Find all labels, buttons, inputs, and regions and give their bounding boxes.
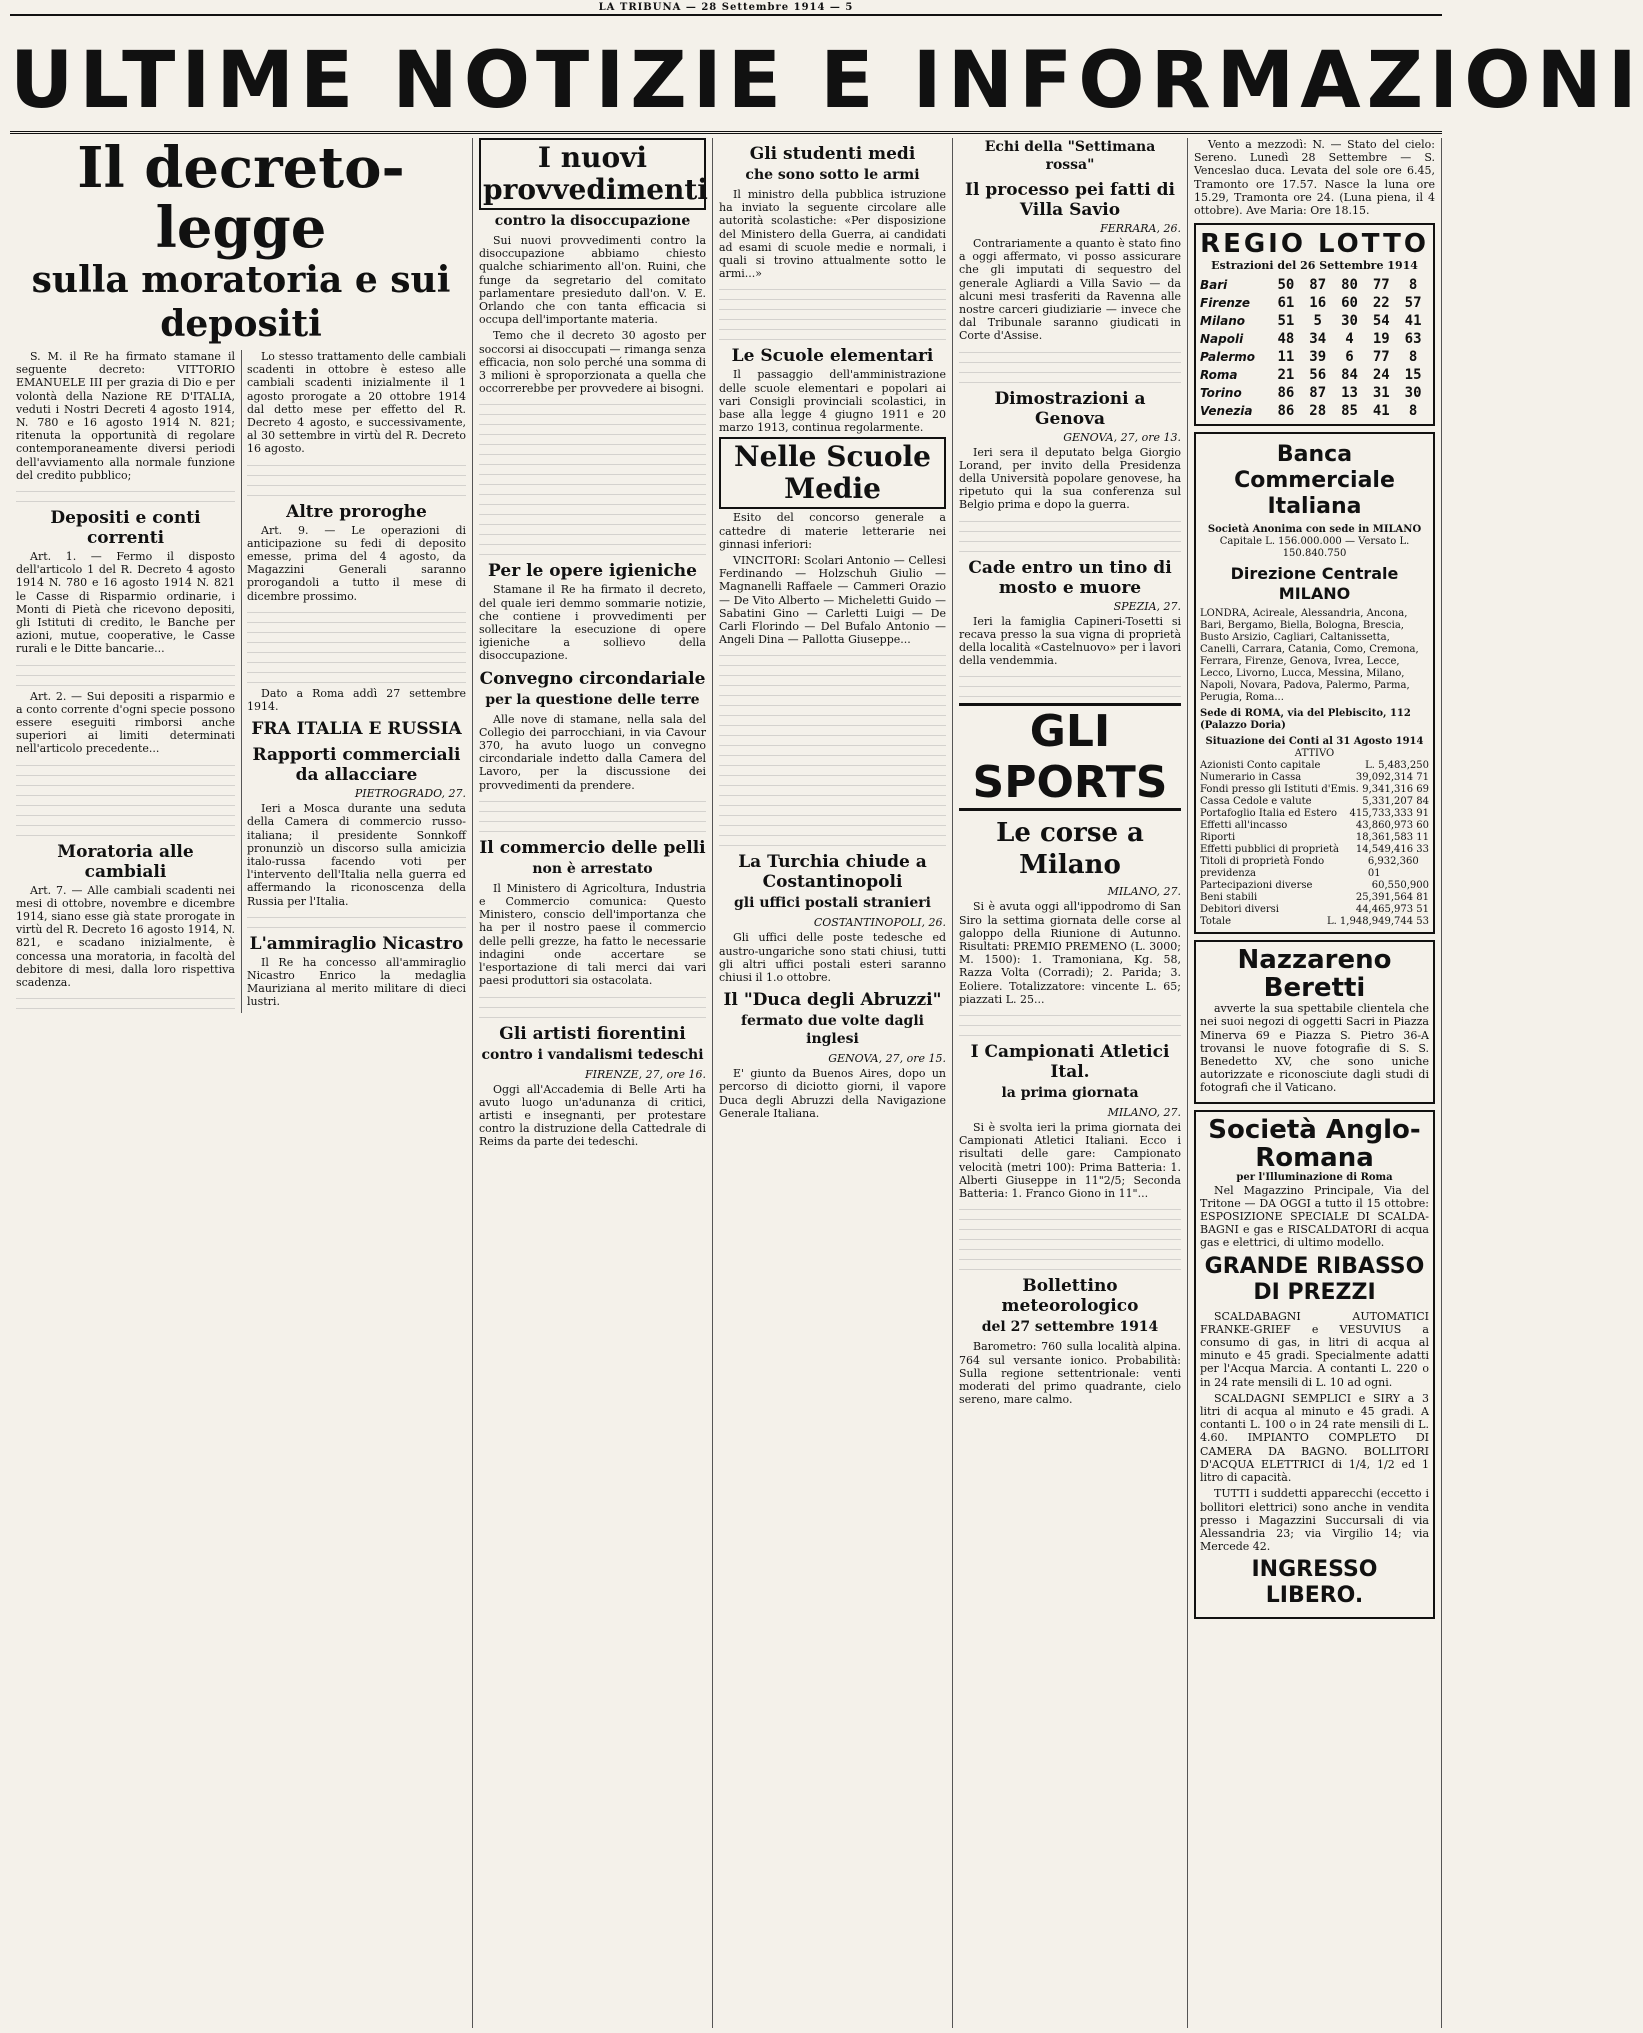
column-disoccupazione — [473, 138, 713, 2028]
bank-direction: Direzione Centrale MILANO — [1230, 564, 1399, 604]
lotto-number: 30 — [1341, 313, 1358, 330]
campionati-text: Si è svolta ieri la prima giornata dei Campionati Atletici Italiani. Ecco i risultati delle gare: Campionato velocità (metri 100): Prima Batteria: 1. Alberti Giuseppe in 11"2/5; Seconda Batteria: 1. Franco Giono in 11"... — [959, 1121, 1181, 1201]
convegno-text: Alle nove di stamane, nella sala del Collegio dei parrocchiani, in via Cavour 370, ha avuto luogo un convegno circondariale indetto dalla Camera del Lavoro, per la discussione dei provvedimenti da prendere. — [479, 712, 706, 792]
artisti-text: Oggi all'Accademia di Belle Arti ha avuto luogo un'adunanza di critici, artisti e insegnanti, per protestare contro la distruzione della Cattedrale di Reims da parte dei tedeschi. — [479, 1082, 706, 1149]
corse-milano-text: Si è avuta oggi all'ippodromo di San Siro la settima giornata delle corse al galoppo della Riunione di Autunno. Risultati: PREMIO PREMENO (L. 3000; M. 1500): 1. Tramoniana, Kg. 58, Razza Volta (Corradi); 2. Parida; 3. Eoliere. Totalizzatore: vincente L. 65; piazzati L. 25... — [959, 900, 1181, 1006]
bank-row-value: 39,092,314 71 — [1355, 772, 1429, 784]
lotto-number: 77 — [1372, 277, 1390, 294]
lotto-title: REGIO LOTTO — [1200, 229, 1429, 260]
lotto-number: 87 — [1309, 385, 1327, 402]
lotto-number: 4 — [1345, 331, 1354, 348]
subhead-meteo: del 27 settembre 1914 — [981, 1319, 1159, 1336]
section-meteo: Bollettino meteorologico — [1001, 1276, 1139, 1317]
bank-row — [1200, 916, 1429, 928]
headline-studenti: Gli studenti medi — [749, 144, 916, 164]
lotto-number: 54 — [1372, 313, 1390, 330]
bank-capital: Capitale L. 156.000.000 — Versato L. 150.840.750 — [1219, 536, 1410, 560]
sports-header: GLI SPORTS — [959, 703, 1181, 811]
societa-sub: per l'Illuminazione di Roma — [1236, 1171, 1393, 1183]
bank-row-label: Azionisti Conto capitale — [1200, 760, 1321, 772]
lotto-row — [1200, 366, 1429, 384]
meteo-text: Barometro: 760 sulla località alpina. 764 sul versante ionico. Probabilità: Sulla regione settentrionale: venti moderati del primo quadrante, cielo sereno, mare calmo. — [959, 1340, 1181, 1407]
bank-row-value: 6,932,360 01 — [1367, 856, 1419, 880]
decreto-right-text: Lo stesso trattamento delle cambiali scadenti in ottobre è esteso alle cambiali scadenti inizialmente il 1 agosto prorogate a 20 ottobre 1914 dal detto mese per effetto del R. Decreto 4 agosto, e successivamente, al 30 settembre in virtù del R. Decreto 16 agosto. — [247, 350, 466, 456]
section-altre-proroghe: Altre proroghe — [286, 501, 427, 522]
bank-sub: Società Anonima con sede in MILANO — [1207, 524, 1422, 536]
page-banner: ULTIME NOTIZIE E INFORMAZIONI — [10, 28, 1442, 134]
bank-row-value: 5,331,207 84 — [1362, 796, 1429, 808]
bank-row — [1200, 760, 1429, 772]
section-campionati: I Campionati Atletici Ital. — [970, 1042, 1170, 1083]
lotto-city: Torino — [1200, 386, 1242, 401]
headline-provvedimenti: I nuovi provvedimenti — [479, 138, 706, 210]
subhead-villa-savio: Il processo pei fatti di Villa Savio — [965, 180, 1175, 220]
dateline-pietrogrado: PIETROGRADO, 27. — [354, 787, 466, 801]
bank-row-label: Effetti all'incasso — [1200, 820, 1288, 832]
section-pelli: Il commercio delle pelli — [479, 837, 706, 858]
section-italia-russia: FRA ITALIA E RUSSIA — [251, 719, 462, 740]
lotto-city: Roma — [1200, 368, 1238, 383]
lotto-number: 85 — [1341, 403, 1358, 420]
subhead-decreto: sulla moratoria e sui depositi — [31, 259, 451, 345]
villa-savio-text: Contrariamente a quanto è stato fino a oggi affermato, vi posso assicurare che gli imputati di sequestro del generale Agliardi a Villa Savio — da alcuni mesi trasferiti da Ravenna alle nostre carceri giudiziarie — invece che dal Tribunale saranno giudicati in Corte d'Assise. — [959, 237, 1181, 343]
bank-row-value: 18,361,583 11 — [1355, 832, 1429, 844]
bank-row-label: Titoli di proprietà Fondo previdenza — [1200, 856, 1325, 880]
section-duca-abruzzi: Il "Duca degli Abruzzi" — [723, 990, 942, 1011]
dateline-ferrara: FERRARA, 26. — [1100, 222, 1181, 235]
lotto-number: 48 — [1277, 331, 1295, 348]
bank-row-label: Debitori diversi — [1200, 904, 1280, 916]
bank-row — [1200, 892, 1429, 904]
lotto-number: 6 — [1345, 349, 1354, 366]
lotto-number: 8 — [1408, 349, 1418, 366]
bank-row-value: 14,549,416 33 — [1355, 844, 1429, 856]
tino-mosto-text: Ieri la famiglia Capineri-Tosetti si recava presso la sua vigna di proprietà della località «Castelnuovo» per i lavori della vendemmia. — [959, 614, 1181, 668]
ribasso-text2: SCALDAGNI SEMPLICI e SIRY a 3 litri di acqua al minuto e 45 gradi. A contanti L. 100 o in 24 rate mensili di L. 4.60. IMPIANTO COMPLETO DI CAMERA DA BAGNO. BOLLITORI D'ACQUA ELETTRICI di 1/4, 1/2 ed 1 litro di capacità. — [1200, 1391, 1429, 1485]
section-moratoria: Moratoria alle cambiali — [57, 841, 194, 882]
column-studenti — [713, 138, 953, 2028]
subhead-campionati: la prima giornata — [1001, 1085, 1139, 1102]
lotto-number: 28 — [1309, 403, 1327, 420]
decreto-art1: Art. 1. — Fermo il disposto dell'articolo 1 del R. Decreto 4 agosto 1914 N. 780 e 16 agosto 1914 N. 821 le Casse di Risparmio ordinarie, i Monti di Pietà che ricevono depositi, gli Istituti di credito, le Banche per azioni, mutue, cooperative, le Casse rurali e le Ditte bancarie... — [16, 550, 235, 656]
dateline-milano-atletica: MILANO, 27. — [1107, 1106, 1181, 1120]
bank-row-label: Numerario in Cassa — [1200, 772, 1302, 784]
bank-row — [1200, 832, 1429, 844]
bank-row-value: 44,465,973 51 — [1355, 904, 1429, 916]
bank-row — [1200, 820, 1429, 832]
decreto-intro: S. M. il Re ha firmato stamane il seguente decreto: VITTORIO EMANUELE III per grazia di Dio e per volontà della Nazione RE D'ITALIA, veduti i Nostri Decreti 4 agosto 1914, N. 780 e 16 agosto 1914 N. 821; ritenuta la opportunità di regolare contemporaneamente diversi periodi dell'avviamento alla normale funzione del credito pubblico; — [16, 350, 235, 482]
bank-ad — [1194, 432, 1435, 934]
ribasso-title: GRANDE RIBASSO DI PREZZI — [1204, 1253, 1425, 1305]
lotto-number: 22 — [1372, 295, 1390, 312]
bank-table — [1200, 760, 1429, 928]
lotto-row — [1200, 294, 1429, 312]
lotto-city: Palermo — [1200, 350, 1256, 365]
disoccupazione-text2: Temo che il decreto 30 agosto per soccorsi ai disoccupati — rimanga senza efficacia, non solo perché una somma di 3 milioni è sproporzionata a quella che occorrerebbe per provvedere ai bisogni. — [479, 329, 706, 396]
lotto-row — [1200, 276, 1429, 294]
subhead-studenti: che sono sotto le armi — [745, 167, 920, 183]
section-tino-mosto: Cade entro un tino di mosto e muore — [968, 557, 1172, 598]
lotto-row — [1200, 312, 1429, 330]
lotto-number: 31 — [1372, 385, 1390, 402]
bank-row-value: L. 1,948,949,744 53 — [1326, 916, 1429, 928]
bank-row-label: Beni stabili — [1200, 892, 1258, 904]
section-opere-igieniche: Per le opere igieniche — [488, 561, 697, 582]
bank-row-label: Portafoglio Italia ed Estero — [1200, 808, 1337, 820]
ammiraglio-text: Il Re ha concesso all'ammiraglio Nicastro Enrico la medaglia Mauriziana al merito militare di dieci lustri. — [247, 955, 466, 1009]
lotto-number: 86 — [1277, 385, 1295, 402]
decreto-art2: Art. 2. — Sui depositi a risparmio e a conto corrente d'ogni specie possono essere eseguiti rimborsi anche superiori ai limiti determinati nell'articolo precedente... — [16, 689, 235, 756]
section-scuole-elementari: Le Scuole elementari — [731, 346, 934, 367]
lotto-number: 41 — [1404, 313, 1422, 330]
societa-title: Società Anglo-Romana — [1208, 1114, 1421, 1173]
bank-row — [1200, 856, 1429, 880]
studenti-text: Il ministro della pubblica istruzione ha inviato la seguente circolare alle autorità scolastiche: «Per disposizione del Ministero della Guerra, ai candidati ad esami di scuole medie e normali, i quali si trovino attualmente sotto le armi...» — [719, 188, 946, 281]
subhead-pelli: non è arrestato — [532, 860, 653, 877]
bank-row-label: Effetti pubblici di proprietà — [1200, 844, 1340, 856]
lotto-number: 60 — [1341, 295, 1358, 312]
dateline-spezia: SPEZIA, 27. — [1113, 599, 1181, 613]
lotto-number: 30 — [1404, 385, 1422, 402]
lotto-row — [1200, 402, 1429, 420]
lotto-number: 13 — [1341, 385, 1358, 402]
bank-row-value: 9,341,316 69 — [1362, 784, 1429, 796]
lotto-number: 80 — [1341, 277, 1358, 294]
section-artisti: Gli artisti fiorentini — [499, 1023, 686, 1044]
column-ads — [1188, 138, 1442, 2028]
lotto-number: 21 — [1277, 367, 1295, 384]
scuole-medie-subhead: Esito del concorso generale a cattedre di materie letterarie nei ginnasi inferiori: — [719, 511, 946, 551]
astro-text: Vento a mezzodì: N. — Stato del cielo: Sereno. Lunedì 28 Settembre — S. Venceslao duca. Levata del sole ore 6.45, Tramonto ore 17.57. Nasce la luna ore 15.29, Tramonta ore 24. (Luna piena, il 4 ottobre). Ave Maria: Ore 18.15. — [1194, 138, 1435, 218]
subhead-duca-abruzzi: fermato due volte dagli inglesi — [741, 1013, 924, 1048]
disoccupazione-text1: Sui nuovi provvedimenti contro la disoccupazione abbiamo chiesto qualche schiarimento all'on. Ruini, che funge da segretario del comitato parlamentare presieduto dall'on. V. E. Orlando che con tanta efficacia si occupa dell'importante materia. — [479, 234, 706, 327]
lotto-number: 15 — [1404, 367, 1422, 384]
dateline-genova-dim: GENOVA, 27, ore 13. — [1063, 430, 1181, 444]
section-rapporti-commerciali: Rapporti commerciali da allacciare — [252, 745, 461, 786]
dimostrazioni-text: Ieri sera il deputato belga Giorgio Lorand, per invito della Presidenza della Università popolare genovese, ha ripetuto qui la sua conferenza sul Belgio prima e dopo la guerra. — [959, 445, 1181, 512]
lotto-number: 56 — [1309, 367, 1327, 384]
running-head: LA TRIBUNA — 28 Settembre 1914 — 5 — [10, 2, 1442, 16]
bank-row — [1200, 844, 1429, 856]
lotto-number: 51 — [1277, 313, 1295, 330]
pelli-text: Il Ministero di Agricoltura, Industria e Commercio comunica: Questo Ministero, conscio dell'importanza che ha per il nostro paese il commercio delle pelli grezze, ha fatto le necessarie indagini onde accertare se l'esportazione di tali merci dai vari paesi produttori sia ostacolata. — [479, 881, 706, 988]
decreto-art7: Art. 7. — Alle cambiali scadenti nei mesi di ottobre, novembre e dicembre 1914, siano esse già state prorogate in virtù del R. Decreto 16 agosto 1914, N. 821, e scadano inizialmente, è concessa una moratoria, in facoltà del debitore di mesi, dalla loro rispettiva scadenza. — [16, 883, 235, 990]
lotto-number: 57 — [1404, 295, 1422, 312]
decreto-signoff: Dato a Roma addì 27 settembre 1914. — [247, 686, 466, 714]
italia-russia-text: Ieri a Mosca durante una seduta della Camera di commercio russo-italiana; il presidente Sonnkoff pronunziò un discorso sulla amicizia italo-russa facendo voti per l'intervento dell'Italia nella guerra ed affermando la riconoscenza della Russia per l'Italia. — [247, 802, 466, 908]
societa-text: Nel Magazzino Principale, Via del Tritone — DA OGGI a tutto il 15 ottobre: ESPOSIZIONE SPECIALE DI SCALDA-BAGNI e gas e RISCALDATORI di acqua gas e elettrici, di ultimo modello. — [1200, 1183, 1429, 1250]
ribasso-text3: TUTTI i suddetti apparecchi (eccetto i bollitori elettrici) sono anche in vendita presso i Magazzini Succursali di via Alessandria 23; via Virgilio 14; via Mercede 42. — [1200, 1487, 1429, 1554]
lotto-row — [1200, 330, 1429, 348]
bank-row-label: Riporti — [1200, 832, 1236, 844]
lotto-row — [1200, 384, 1429, 402]
section-ammiraglio: L'ammiraglio Nicastro — [249, 933, 464, 954]
bank-row — [1200, 904, 1429, 916]
dateline-firenze: FIRENZE, 27, ore 16. — [585, 1067, 706, 1081]
lotto-date: Estrazioni del 26 Settembre 1914 — [1211, 259, 1418, 273]
section-scuole-medie: Nelle Scuole Medie — [719, 437, 946, 509]
turchia-text: Gli uffici delle poste tedesche ed austro-ungariche sono stati chiusi, tutti gli altri uffici postali esteri saranno chiusi il 1.o ottobre. — [719, 931, 946, 985]
bank-row — [1200, 784, 1429, 796]
lotto-number: 63 — [1404, 331, 1422, 348]
headline-decreto: Il decreto-legge — [77, 135, 405, 261]
bank-attivo: ATTIVO — [1294, 748, 1335, 760]
subhead-artisti: contro i vandalismi tedeschi — [481, 1046, 704, 1063]
ribasso-text: SCALDABAGNI AUTOMATICI FRANKE-GRIEF e VESUVIUS a consumo di gas, in litri di acqua al minuto e 45 gradi. Specialmente adatti per l'Acqua Marcia. A contanti L. 220 o in 24 rate mensili di L. 10 ad ogni. — [1200, 1309, 1429, 1389]
lotto-number: 34 — [1309, 331, 1327, 348]
bank-row-value: L. 5,483,250 — [1365, 760, 1429, 772]
nazzareno-text: avverte la sua spettabile clientela che nei suoi negozi di oggetti Sacri in Piazza Minerva 69 e Piazza S. Pietro 36-A trovansi le nuove fotografie di S. S. Benedetto XV, che sono uniche autorizzate e riconosciute dagli studi di fotografi che il Vaticano. — [1200, 1002, 1429, 1095]
bank-roma: Sede di ROMA, via del Plebiscito, 112 (Palazzo Doria) — [1200, 708, 1411, 732]
bank-row-value: 25,391,564 81 — [1355, 892, 1429, 904]
lotto-number: 61 — [1277, 295, 1295, 312]
lotto-city: Venezia — [1200, 404, 1253, 419]
lotto-number: 50 — [1277, 277, 1295, 294]
lotto-number: 77 — [1372, 349, 1390, 366]
bank-row-label: Partecipazioni diverse — [1200, 880, 1313, 892]
bank-row-value: 60,550,900 — [1371, 880, 1429, 892]
section-turchia: La Turchia chiude a Costantinopoli — [738, 852, 927, 893]
lotto-row — [1200, 348, 1429, 366]
duca-abruzzi-text: E' giunto da Buenos Aires, dopo un percorso di diciotto giorni, il vapore Duca degli Abruzzi della Navigazione Generale Italiana. — [719, 1067, 946, 1120]
bank-branches: LONDRA, Acireale, Alessandria, Ancona, Bari, Bergamo, Biella, Bologna, Brescia, Busto Arsizio, Cagliari, Caltanissetta, Canelli, Carrara, Catania, Como, Cremona, Ferrara, Firenze, Genova, Ivrea, Lecce, Lecco, Livorno, Lucca, Messina, Milano, Napoli, Novara, Padova, Palermo, Parma, Perugia, Roma... — [1200, 608, 1419, 704]
lotto-number: 8 — [1408, 277, 1418, 294]
ingresso-libero: INGRESSO LIBERO. — [1251, 1557, 1378, 1609]
societa-ad — [1194, 1110, 1435, 1620]
column-settimana-rossa — [953, 138, 1188, 2028]
bank-row-value: 43,860,973 60 — [1355, 820, 1429, 832]
lotto-number: 19 — [1372, 331, 1390, 348]
bank-row-label: Cassa Cedole e valute — [1200, 796, 1312, 808]
column-decreto — [10, 135, 473, 2028]
lotto-number: 86 — [1277, 403, 1295, 420]
headline-settimana-rossa: Echi della "Settimana rossa" — [984, 139, 1156, 173]
bank-title: Banca Commerciale Italiana — [1234, 442, 1395, 520]
opere-igieniche-text: Stamane il Re ha firmato il decreto, del quale ieri demmo sommarie notizie, che contiene i provvedimenti per sollecitare la esecuzione di opere igieniche a sollievo della disoccupazione. — [479, 583, 706, 663]
section-corse-milano: Le corse a Milano — [996, 818, 1144, 881]
lotto-number: 24 — [1372, 367, 1390, 384]
section-depositi: Depositi e conti correnti — [50, 508, 201, 549]
lotto-number: 5 — [1313, 313, 1322, 330]
lotto-number: 87 — [1309, 277, 1327, 294]
dateline-costantinopoli: COSTANTINOPOLI, 26. — [813, 916, 946, 930]
lotto-city: Firenze — [1200, 296, 1251, 311]
lotto-city: Bari — [1200, 278, 1228, 293]
lotto-number: 84 — [1341, 367, 1358, 384]
subhead-turchia: gli uffici postali stranieri — [734, 895, 931, 912]
subhead-convegno: per la questione delle terre — [485, 691, 700, 708]
scuole-elementari-text: Il passaggio dell'amministrazione delle scuole elementari e popolari ai vari Consigli provinciali scolastici, in base alla legge 4 giugno 1911 e 20 marzo 1913, continua regolarmente. — [719, 368, 946, 435]
subhead-disoccupazione: contro la disoccupazione — [494, 213, 691, 229]
lotto-number: 39 — [1309, 349, 1327, 366]
bank-row — [1200, 880, 1429, 892]
bank-row — [1200, 808, 1429, 820]
lotto-number: 8 — [1408, 403, 1418, 420]
lotto-number: 16 — [1309, 295, 1327, 312]
article-decreto-body — [16, 350, 466, 1013]
lotto-city: Milano — [1200, 314, 1246, 329]
bank-row — [1200, 772, 1429, 784]
regio-lotto-box — [1194, 223, 1435, 426]
bank-situation: Situazione dei Conti al 31 Agosto 1914 — [1205, 736, 1424, 748]
scuole-medie-list: VINCITORI: Scolari Antonio — Cellesi Ferdinando — Holzschuh Giulio — Magnanelli Raffaele — Cammeri Orazio — De Vito Alberto — Micheletti Guido — Sabatini Gino — Carletti Luigi — De Carli Florindo — Del Bufalo Antonio — Angeli Dina — Pallotta Giuseppe... — [719, 554, 946, 647]
lotto-city: Napoli — [1200, 332, 1244, 347]
section-convegno: Convegno circondariale — [479, 668, 706, 689]
bank-row-value: 415,733,333 91 — [1349, 808, 1429, 820]
nazzareno-ad — [1194, 940, 1435, 1103]
section-dimostrazioni: Dimostrazioni a Genova — [994, 388, 1146, 429]
bank-row-label: Totale — [1200, 916, 1232, 928]
decreto-art9: Art. 9. — Le operazioni di anticipazione su fedi di deposito emesse, prima del 4 agosto, da Magazzini Generali saranno prorogandoli a tutto il mese di dicembre prossimo. — [247, 523, 466, 603]
dateline-genova: GENOVA, 27, ore 15. — [828, 1052, 946, 1066]
bank-row-label: Fondi presso gli Istituti d'Emis. — [1200, 784, 1359, 796]
lotto-number: 41 — [1372, 403, 1390, 420]
lotto-number: 11 — [1277, 349, 1295, 366]
dateline-milano: MILANO, 27. — [1107, 885, 1181, 899]
nazzareno-title: Nazzareno Beretti — [1237, 945, 1392, 1004]
bank-row — [1200, 796, 1429, 808]
lotto-table — [1200, 276, 1429, 420]
